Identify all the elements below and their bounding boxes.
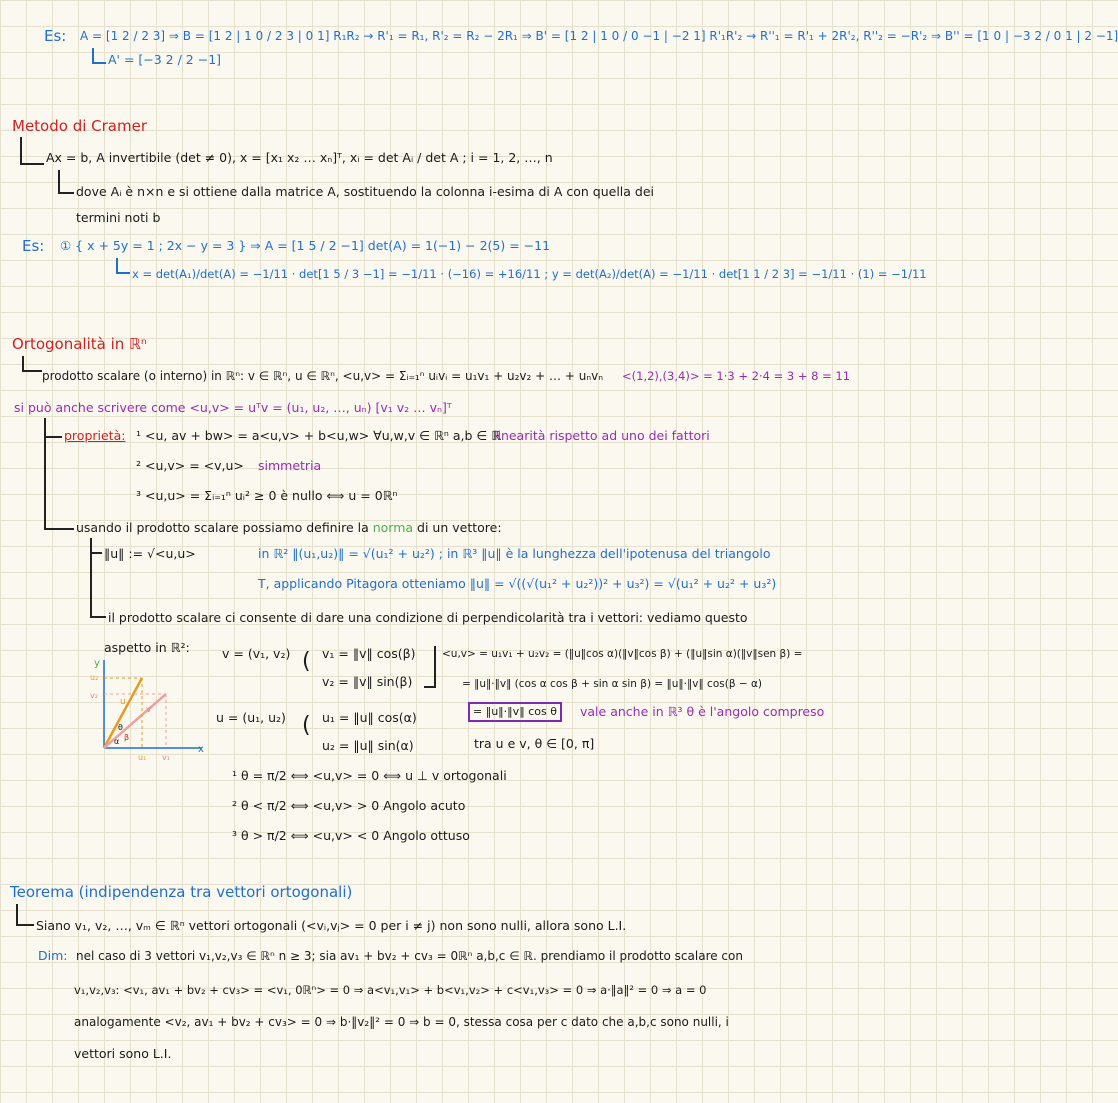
tree-connector (116, 258, 130, 274)
result-note-2: tra u e v, θ ∈ [0, π] (474, 736, 595, 751)
example-line-2: A' = [−3 2 / 2 −1] (108, 52, 222, 67)
scalar-product-cosine: = ‖u‖·‖v‖ cos θ (468, 702, 562, 722)
alpha-label: α (114, 737, 120, 746)
norm-definition: ‖u‖ := √<u,u> (104, 546, 196, 561)
cramer-example-line-2: x = det(A₁)/det(A) = −1/11 · det[1 5 / 3 −1] = −1/11 · (−16) = +16/11 ; y = det(A₂)/det(A) = −1/11 · det[1 1 / 2 3] = −1/11 · (1) = −1/11 (132, 267, 927, 281)
transpose-form: si può anche scrivere come <u,v> = uᵀv = (u₁, u₂, …, uₙ) [v₁ v₂ … vₙ]ᵀ (14, 400, 452, 415)
norm-pythagoras: T, applicando Pitagora otteniamo ‖u‖ = √((√(u₁² + u₂²))² + u₃²) = √(u₁² + u₂² + u₃²) (258, 576, 777, 591)
example-line-1: A = [1 2 / 2 3] ⇒ B = [1 2 | 1 0 / 2 3 | 0 1] R₁R₂ → R'₁ = R₁, R'₂ = R₂ − 2R₁ ⇒ B' = [1 2 | 1 0 / 0 −1 | −2 1] R'₁R'₂ → R''₁ = R'₁ + 2R'₂, R''₂ = −R'₂ ⇒ B'' = [1 0 | −3 2 / 0 1 | 2 −1] (80, 29, 1118, 43)
v-system-1: v₁ = ‖v‖ cos(β) (322, 646, 416, 661)
y-label: y (94, 658, 100, 669)
brace: ( (302, 713, 311, 738)
tree-connector (44, 418, 62, 438)
tree-connector (90, 552, 106, 618)
v-system-2: v₂ = ‖v‖ sin(β) (322, 674, 413, 689)
result-note: vale anche in ℝ³ θ è l'angolo compreso (580, 704, 825, 719)
tree-connector (58, 170, 74, 194)
proof-line-4: vettori sono L.I. (74, 1046, 172, 1061)
tree-connector (44, 436, 74, 530)
perpendicularity-r2: aspetto in ℝ²: (104, 640, 190, 655)
tree-connector (20, 137, 44, 165)
proof-line-3: analogamente <v₂, av₁ + bv₂ + cv₃> = 0 ⇒ b·‖v₂‖² = 0 ⇒ b = 0, stessa cosa per c dato che a,b,c sono nulli, i (74, 1015, 729, 1029)
properties-label: proprietà: (64, 428, 126, 443)
scalar-product-def: prodotto scalare (o interno) in ℝⁿ: v ∈ ℝⁿ, u ∈ ℝⁿ, <u,v> = Σᵢ₌₁ⁿ uᵢvᵢ = u₁v₁ + u₂v₂ + … + uₙvₙ (42, 369, 603, 383)
tree-connector (92, 48, 106, 64)
vector-graph (90, 658, 204, 762)
derivation-line-1: <u,v> = u₁v₁ + u₂v₂ = (‖u‖cos α)(‖v‖cos β) + (‖u‖sin α)(‖v‖sen β) = (442, 648, 803, 660)
tree-connector (16, 904, 34, 926)
section-title-cramer: Metodo di Cramer (12, 117, 147, 135)
theta-label: θ (118, 723, 123, 732)
norm-intro: usando il prodotto scalare possiamo definire la norma di un vettore: (76, 520, 502, 535)
v-label: v (146, 705, 152, 715)
case-obtuse: ³ θ > π/2 ⟺ <u,v> < 0 Angolo ottuso (232, 828, 470, 843)
property-positivity: ³ <u,u> = Σᵢ₌₁ⁿ uᵢ² ≥ 0 è nullo ⟺ u = 0ℝⁿ (136, 488, 398, 503)
theorem-statement: Siano v₁, v₂, …, vₘ ∈ ℝⁿ vettori ortogonali (<vᵢ,vⱼ> = 0 per i ≠ j) non sono nulli, allora sono L.I. (36, 918, 627, 933)
v2-label: v₂ (90, 691, 98, 700)
vector-u (104, 678, 142, 748)
property-symmetry-note: simmetria (258, 458, 322, 473)
u-system-2: u₂ = ‖u‖ sin(α) (322, 738, 414, 753)
bracket (424, 646, 436, 688)
u-label: u (120, 697, 126, 707)
cramer-example-line-1: ① { x + 5y = 1 ; 2x − y = 3 } ⇒ A = [1 5 / 2 −1] det(A) = 1(−1) − 2(5) = −11 (60, 238, 551, 253)
case-orthogonal: ¹ θ = π/2 ⟺ <u,v> = 0 ⟺ u ⊥ v ortogonali (232, 768, 507, 783)
proof-line-2: v₁,v₂,v₃: <v₁, av₁ + bv₂ + cv₃> = <v₁, 0ℝⁿ> = 0 ⇒ a<v₁,v₁> + b<v₁,v₂> + c<v₁,v₃> = 0 ⇒ a·‖a‖² = 0 ⇒ a = 0 (74, 983, 707, 997)
beta-label: β (124, 733, 130, 742)
property-linearity-note: linearità rispetto ad uno dei fattori (494, 428, 710, 443)
cramer-line-2: dove Aᵢ è n×n e si ottiene dalla matrice A, sostituendo la colonna i-esima di A con quella dei (76, 184, 655, 199)
x-label: x (198, 744, 204, 755)
property-symmetry: ² <u,v> = <v,u> (136, 458, 244, 473)
section-title-orthogonality: Ortogonalità in ℝⁿ (12, 335, 147, 353)
cramer-line-1: Ax = b, A invertibile (det ≠ 0), x = [x₁ x₂ … xₙ]ᵀ, xᵢ = det Aᵢ / det A ; i = 1, 2, …, n (46, 150, 553, 165)
u-definition: u = (u₁, u₂) (216, 710, 286, 725)
tree-connector (22, 356, 42, 372)
norm-keyword: norma (372, 520, 414, 535)
example-label: Es: (44, 27, 67, 45)
derivation-line-2: = ‖u‖·‖v‖ (cos α cos β + sin α sin β) = ‖u‖·‖v‖ cos(β − α) (462, 678, 763, 690)
norm-r2-r3: in ℝ² ‖(u₁,u₂)‖ = √(u₁² + u₂²) ; in ℝ³ ‖u‖ è la lunghezza dell'ipotenusa del triangolo (258, 546, 771, 561)
section-title-theorem: Teorema (indipendenza tra vettori ortogonali) (10, 883, 353, 901)
cramer-example-label: Es: (22, 237, 45, 255)
u1-label: u₁ (138, 753, 147, 762)
v1-label: v₁ (162, 753, 170, 762)
perpendicularity-intro: il prodotto scalare ci consente di dare una condizione di perpendicolarità tra i vettori: vediamo questo (108, 610, 748, 625)
proof-label: Dim: (38, 948, 68, 963)
v-definition: v = (v₁, v₂) (222, 646, 291, 661)
scalar-product-example: <(1,2),(3,4)> = 1·3 + 2·4 = 3 + 8 = 11 (622, 369, 851, 383)
property-linearity: ¹ <u, av + bw> = a<u,v> + b<u,w> ∀u,w,v ∈ ℝⁿ a,b ∈ ℝ (136, 428, 502, 443)
cramer-line-3: termini noti b (76, 210, 161, 225)
case-acute: ² θ < π/2 ⟺ <u,v> > 0 Angolo acuto (232, 798, 466, 813)
u-system-1: u₁ = ‖u‖ cos(α) (322, 710, 417, 725)
brace: ( (302, 649, 311, 674)
proof-line-1: nel caso di 3 vettori v₁,v₂,v₃ ∈ ℝⁿ n ≥ 3; sia av₁ + bv₂ + cv₃ = 0ℝⁿ a,b,c ∈ ℝ. prendiamo il prodotto scalare con (76, 949, 743, 963)
u2-label: u₂ (90, 673, 99, 682)
